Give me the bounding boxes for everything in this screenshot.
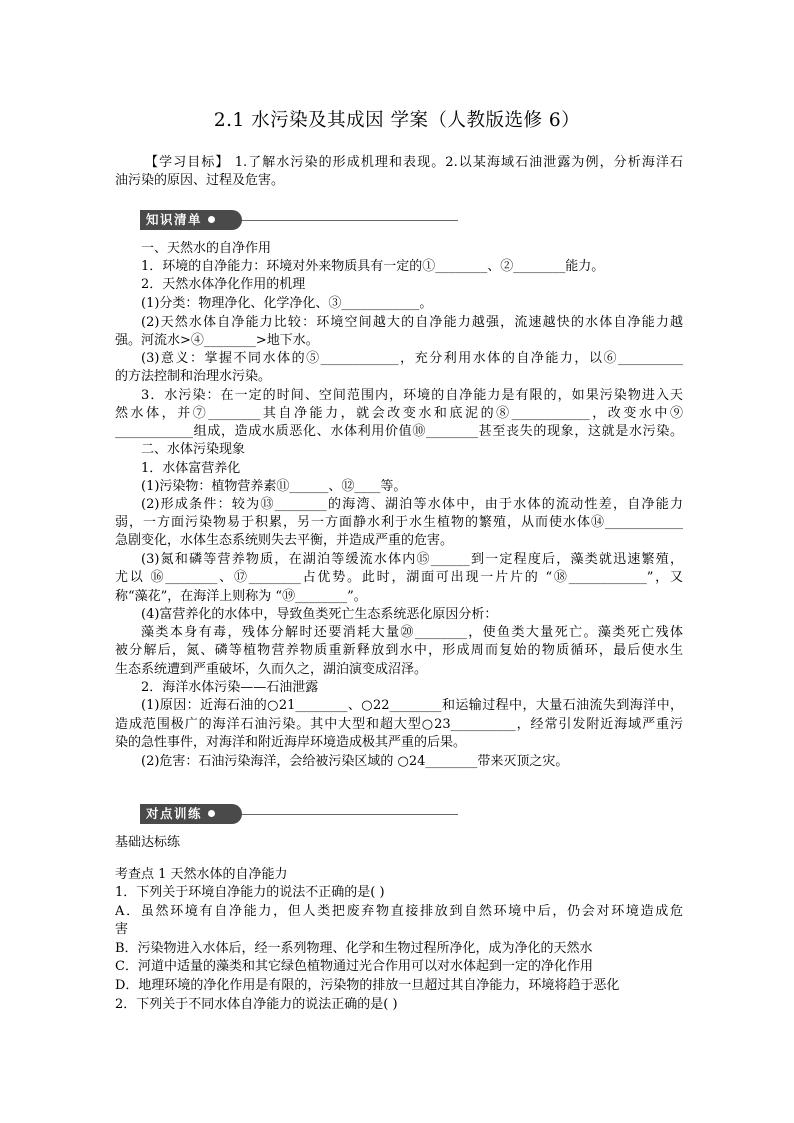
question-1-option-d: D．地理环境的净化作用是有限的，污染物的排放一旦超过其自净能力，环境将趋于恶化 bbox=[115, 978, 620, 993]
section-header-label: 对点训练 bbox=[146, 806, 203, 821]
section-rule bbox=[242, 814, 458, 815]
page-title: 2.1 水污染及其成因 学案（人教版选修 6） bbox=[213, 110, 581, 131]
knowledge-line: 造成范围极广的海洋石油污染。其中大型和超大型○23__________，经常引发附近海域严重污 bbox=[115, 717, 683, 732]
knowledge-line: (4)富营养化的水体中，导致鱼类死亡生态系统恶化原因分析： bbox=[141, 607, 498, 622]
knowledge-line: (2)危害：石油污染海洋，会给被污染区域的 ○24________带来灭顶之灾。 bbox=[141, 754, 569, 769]
knowledge-line: 一、天然水的自净作用 bbox=[141, 241, 272, 256]
question-1: 1．下列关于环境自净能力的说法不正确的是( ) bbox=[115, 885, 385, 900]
question-1-option-a-cont: 害 bbox=[115, 922, 129, 937]
section-header-practice bbox=[140, 804, 242, 824]
question-1-option-a: A．虽然环境有自净能力，但人类把废弃物直接排放到自然环境中后，仍会对环境造成危 bbox=[115, 904, 683, 919]
knowledge-line: 2．海洋水体污染——石油泄露 bbox=[141, 680, 319, 695]
knowledge-line: (2)形成条件：较为⑬________的海湾、湖泊等水体中，由于水体的流动性差，自净能力 bbox=[141, 497, 683, 512]
bullet-dot-icon bbox=[208, 810, 215, 817]
section-rule bbox=[242, 220, 458, 221]
knowledge-line: 2．天然水体净化作用的机理 bbox=[141, 277, 306, 292]
knowledge-line: 3．水污染：在一定的时间、空间范围内，环境的自净能力是有限的，如果污染物进入天 bbox=[141, 388, 683, 403]
knowledge-line: 然水体，并⑦________其自净能力，就会改变水和底泥的⑧____________，改变水中⑨ bbox=[115, 406, 683, 421]
knowledge-line: 1．环境的自净能力：环境对外来物质具有一定的①________、②________能力。 bbox=[141, 259, 605, 274]
question-1-option-c: C．河道中适量的藻类和其它绿色植物通过光合作用可以对水体起到一定的净化作用 bbox=[115, 959, 593, 974]
knowledge-line: ____________组成，造成水质恶化、水体利用价值⑩________甚至丧失的现象，这就是水污染。 bbox=[115, 424, 683, 439]
knowledge-line: (1)原因：近海石油的○21________、○22________和运输过程中，大量石油流失到海洋中， bbox=[141, 698, 683, 713]
knowledge-line: (2)天然水体自净能力比较：环境空间越大的自净能力越强，流速越快的水体自净能力越 bbox=[141, 315, 683, 330]
knowledge-line: 尤以 ⑯________、⑰________占优势。此时，湖面可出现一片片的 “⑱____________”，又 bbox=[115, 570, 683, 585]
knowledge-line: 藻类本身有毒，残体分解时还要消耗大量⑳________，使鱼类大量死亡。藻类死亡残体 bbox=[141, 625, 683, 640]
knowledge-line: 二、水体污染现象 bbox=[141, 442, 246, 457]
section-header-knowledge bbox=[140, 210, 242, 230]
knowledge-line: (1)污染物：植物营养素⑪______、⑫____等。 bbox=[141, 479, 407, 494]
knowledge-line: 1．水体富营养化 bbox=[141, 461, 241, 476]
knowledge-line: (3)意义：掌握不同水体的⑤____________，充分利用水体的自净能力，以⑥__________ bbox=[141, 351, 683, 366]
practice-point-1: 考查点 1 天然水体的自净能力 bbox=[115, 867, 288, 882]
knowledge-line: (1)分类：物理净化、化学净化、③____________。 bbox=[141, 296, 433, 311]
question-2: 2．下列关于不同水体自净能力的说法正确的是( ) bbox=[115, 997, 398, 1012]
knowledge-line: 急剧变化，水体生态系统则失去平衡，并造成严重的危害。 bbox=[115, 533, 454, 548]
section-header-label: 知识清单 bbox=[146, 212, 203, 227]
knowledge-line: 染的急性事件，对海洋和附近海岸环境造成极其严重的后果。 bbox=[115, 735, 467, 750]
knowledge-line: 弱，一方面污染物易于积累，另一方面静水利于水生植物的繁殖，从而使水体⑭____________ bbox=[115, 515, 683, 530]
knowledge-line: 的方法控制和治理水污染。 bbox=[115, 369, 272, 384]
knowledge-line: (3)氮和磷等营养物质，在湖泊等缓流水体内⑮______到一定程度后，藻类就迅速繁殖， bbox=[141, 552, 683, 567]
knowledge-line: 强。河流水>④________>地下水。 bbox=[115, 333, 319, 348]
knowledge-line: 称“藻花”，在海洋上则称为 “⑲________”。 bbox=[115, 589, 367, 604]
knowledge-line: 生态系统遭到严重破坏，久而久之，湖泊演变成沼泽。 bbox=[115, 662, 428, 677]
bullet-dot-icon bbox=[208, 216, 215, 223]
objectives-line-1: 【学习目标】 1.了解水污染的形成机理和表现。2.以某海域石油泄露为例，分析海洋石 bbox=[145, 155, 683, 170]
objectives-line-2: 油污染的原因、过程及危害。 bbox=[115, 173, 285, 188]
knowledge-line: 被分解后，氮、磷等植物营养物质重新释放到水中，形成周而复始的物质循环，最后使水生 bbox=[115, 643, 683, 658]
question-1-option-b: B．污染物进入水体后，经一系列物理、化学和生物过程所净化，成为净化的天然水 bbox=[115, 941, 593, 956]
practice-level: 基础达标练 bbox=[115, 835, 181, 850]
